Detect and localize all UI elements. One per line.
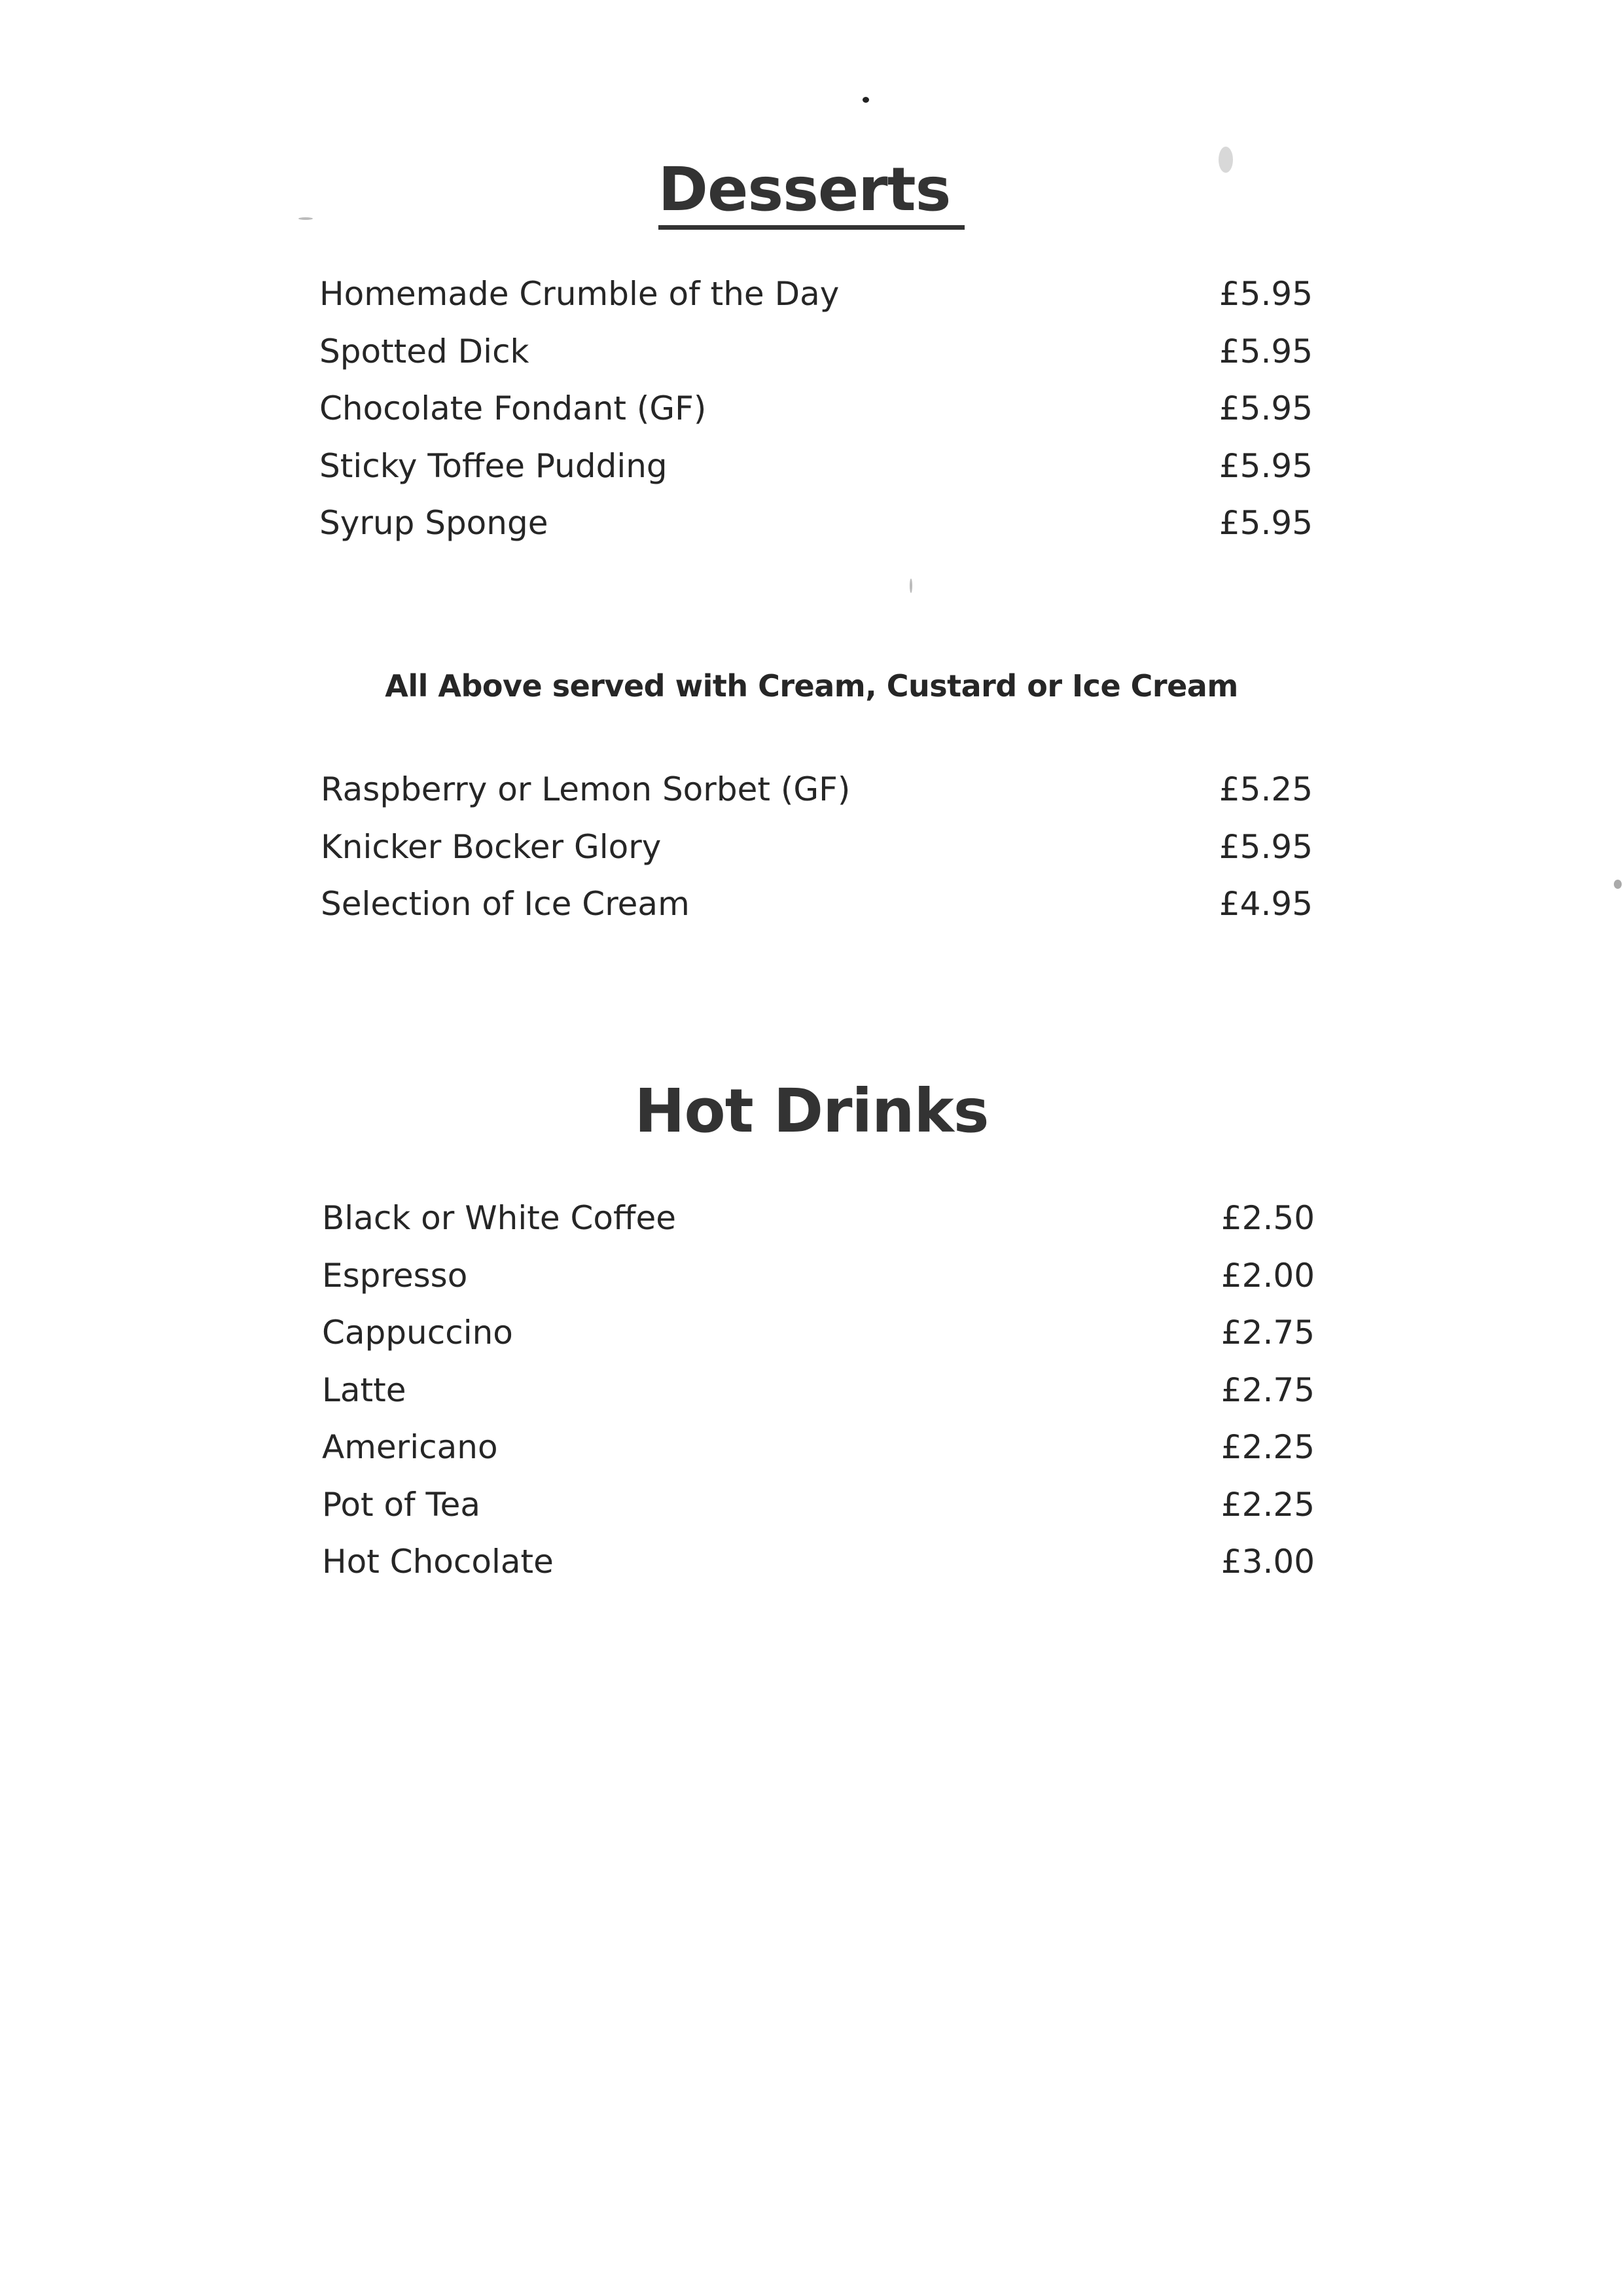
item-price: £2.50 <box>1221 1199 1315 1237</box>
item-price: £5.95 <box>1219 275 1313 313</box>
menu-item <box>322 1304 1315 1362</box>
item-price: £5.95 <box>1219 827 1313 866</box>
item-price: £4.95 <box>1219 885 1313 923</box>
item-name: Syrup Sponge <box>319 504 548 542</box>
menu-item <box>322 1190 1315 1247</box>
menu-item <box>322 1477 1315 1534</box>
item-price: £5.95 <box>1219 504 1313 542</box>
item-name: Selection of Ice Cream <box>321 885 690 923</box>
scan-speck <box>910 579 912 593</box>
menu-item <box>322 1362 1315 1420</box>
menu-item <box>322 1534 1315 1591</box>
item-name: Espresso <box>322 1256 468 1295</box>
item-price: £5.95 <box>1219 389 1313 427</box>
item-name: Raspberry or Lemon Sorbet (GF) <box>321 770 851 808</box>
desserts-serving-note: All Above served with Cream, Custard or Ice Cream <box>385 668 1238 704</box>
item-name: Knicker Bocker Glory <box>321 827 662 866</box>
item-name: Latte <box>322 1371 406 1409</box>
menu-item <box>321 761 1313 819</box>
menu-item <box>319 266 1313 323</box>
menu-item <box>319 323 1313 381</box>
item-name: Homemade Crumble of the Day <box>319 275 840 313</box>
item-name: Hot Chocolate <box>322 1543 554 1581</box>
scan-speck <box>1614 880 1622 889</box>
menu-item <box>322 1419 1315 1477</box>
item-name: Cappuccino <box>322 1314 513 1352</box>
item-name: Spotted Dick <box>319 332 529 370</box>
item-price: £2.00 <box>1221 1256 1315 1295</box>
hot-drinks-list <box>322 1190 1315 1591</box>
menu-item <box>319 495 1313 552</box>
menu-item <box>322 1247 1315 1305</box>
menu-item <box>321 876 1313 933</box>
hot-drinks-heading: Hot Drinks <box>634 1076 989 1146</box>
item-price: £5.95 <box>1219 446 1313 485</box>
item-price: £2.25 <box>1221 1485 1315 1524</box>
menu-item <box>321 819 1313 876</box>
item-price: £2.75 <box>1221 1371 1315 1409</box>
desserts-title: Desserts <box>658 157 965 230</box>
item-name: Americano <box>322 1428 498 1466</box>
item-name: Pot of Tea <box>322 1485 480 1524</box>
item-name: Sticky Toffee Pudding <box>319 446 668 485</box>
menu-item <box>319 438 1313 495</box>
menu-item <box>319 380 1313 438</box>
item-name: Black or White Coffee <box>322 1199 676 1237</box>
item-price: £3.00 <box>1221 1543 1315 1581</box>
item-price: £2.75 <box>1221 1314 1315 1352</box>
item-price: £2.25 <box>1221 1428 1315 1466</box>
scan-speck <box>863 97 869 103</box>
desserts-heading <box>0 151 1623 230</box>
item-name: Chocolate Fondant (GF) <box>319 389 707 427</box>
desserts-list <box>319 266 1313 552</box>
desserts-extra-list <box>321 761 1313 933</box>
item-price: £5.95 <box>1219 332 1313 370</box>
item-price: £5.25 <box>1219 770 1313 808</box>
